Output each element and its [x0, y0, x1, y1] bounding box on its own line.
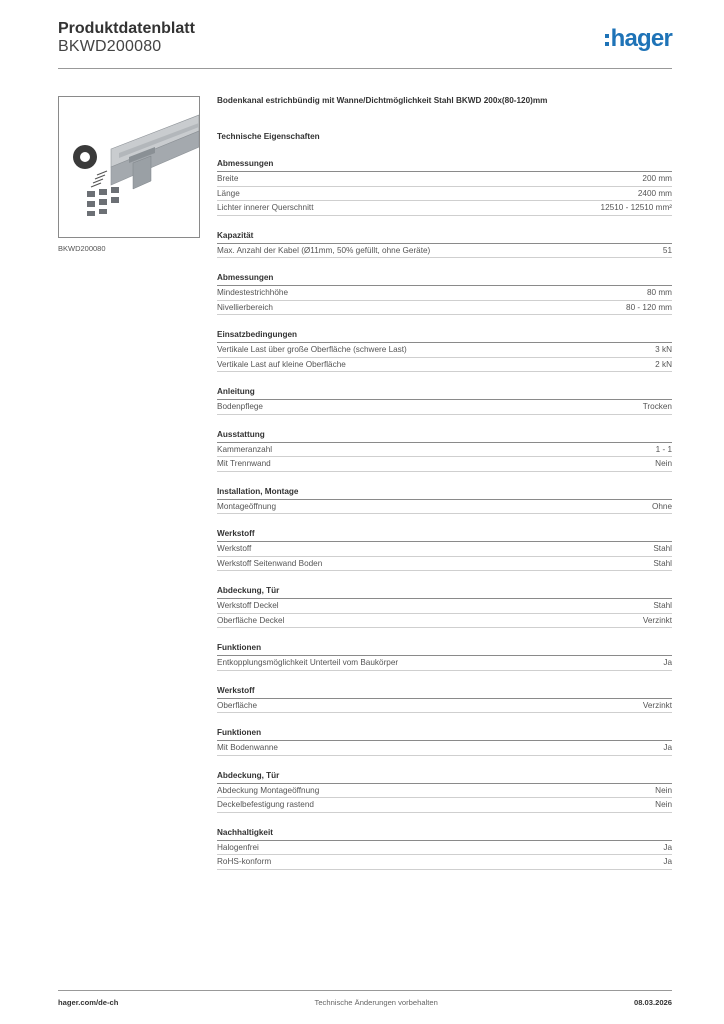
property-section: [217, 486, 672, 515]
property-section: [217, 158, 672, 216]
property-label: RoHS-konform: [217, 857, 272, 867]
section-title: Installation, Montage: [217, 486, 672, 500]
section-title: Abmessungen: [217, 158, 672, 172]
property-label: Mit Bodenwanne: [217, 743, 278, 753]
property-label: Entkopplungsmöglichkeit Unterteil vom Baukörper: [217, 658, 399, 668]
product-code: BKWD200080: [58, 38, 162, 55]
property-label: Mit Trennwand: [217, 459, 271, 469]
section-title: Werkstoff: [217, 685, 672, 699]
property-value: 2 kN: [655, 359, 672, 369]
technical-properties-title: Technische Eigenschaften: [217, 132, 320, 141]
property-value: Verzinkt: [642, 700, 672, 710]
logo-text: hager: [610, 25, 672, 52]
property-label: Abdeckung Montageöffnung: [217, 785, 320, 795]
property-value: Ja: [663, 842, 672, 852]
property-row: [217, 172, 672, 187]
property-row: [217, 841, 672, 856]
property-label: Deckelbefestigung rastend: [217, 800, 314, 810]
property-section: [217, 386, 672, 415]
section-title: Anleitung: [217, 386, 672, 400]
hager-logo: [605, 25, 672, 54]
footer-disclaimer: Technische Änderungen vorbehalten: [314, 998, 438, 1007]
property-value: Nein: [655, 800, 672, 810]
property-row: [217, 358, 672, 373]
property-section: [217, 585, 672, 628]
property-label: Lichter innerer Querschnitt: [217, 203, 314, 213]
property-section: [217, 329, 672, 372]
property-label: Halogenfrei: [217, 842, 259, 852]
header-divider: [58, 68, 672, 69]
property-row: [217, 343, 672, 358]
section-title: Abmessungen: [217, 272, 672, 286]
property-label: Vertikale Last auf kleine Oberfläche: [217, 359, 346, 369]
image-caption: BKWD200080: [58, 244, 106, 253]
property-label: Max. Anzahl der Kabel (Ø11mm, 50% gefüllt, ohne Geräte): [217, 245, 431, 255]
property-row: [217, 599, 672, 614]
property-row: [217, 741, 672, 756]
product-details: [217, 96, 672, 884]
property-row: [217, 400, 672, 415]
property-value: 3 kN: [655, 345, 672, 355]
property-row: [217, 784, 672, 799]
property-row: [217, 457, 672, 472]
property-value: 80 mm: [646, 288, 672, 298]
property-row: [217, 542, 672, 557]
property-row: [217, 557, 672, 572]
property-value: Verzinkt: [642, 615, 672, 625]
property-section: [217, 642, 672, 671]
property-label: Länge: [217, 188, 240, 198]
section-title: Abdeckung, Tür: [217, 585, 672, 599]
property-value: Ja: [663, 658, 672, 668]
property-row: [217, 244, 672, 259]
footer-date: 08.03.2026: [633, 998, 672, 1007]
section-title: Abdeckung, Tür: [217, 770, 672, 784]
property-label: Mindestestrichhöhe: [217, 288, 288, 298]
property-label: Nivellierbereich: [217, 302, 273, 312]
property-section: [217, 827, 672, 870]
page-footer: [58, 990, 672, 1007]
property-label: Montageöffnung: [217, 501, 277, 511]
property-section: [217, 528, 672, 571]
property-value: Nein: [655, 459, 672, 469]
property-label: Werkstoff Deckel: [217, 601, 279, 611]
property-row: [217, 201, 672, 216]
property-row: [217, 187, 672, 202]
property-value: 51: [662, 245, 672, 255]
property-label: Oberfläche Deckel: [217, 615, 285, 625]
properties-list: [217, 158, 672, 870]
property-label: Bodenpflege: [217, 402, 263, 412]
page-header: [58, 20, 672, 68]
property-value: 80 - 120 mm: [626, 302, 672, 312]
property-label: Werkstoff Seitenwand Boden: [217, 558, 323, 568]
property-row: [217, 656, 672, 671]
property-value: Trocken: [642, 402, 672, 412]
property-row: [217, 614, 672, 629]
property-value: Stahl: [653, 544, 672, 554]
section-title: Nachhaltigkeit: [217, 827, 672, 841]
property-value: 200 mm: [642, 174, 672, 184]
footer-website: hager.com/de-ch: [58, 998, 119, 1007]
property-label: Kammeranzahl: [217, 444, 273, 454]
property-value: Ohne: [651, 501, 672, 511]
property-value: 1 - 1: [655, 444, 672, 454]
section-title: Funktionen: [217, 727, 672, 741]
product-name: Bodenkanal estrichbündig mit Wanne/Dichtmöglichkeit Stahl BKWD 200x(80-120)mm: [217, 96, 548, 105]
property-value: 2400 mm: [637, 188, 672, 198]
logo-colon-icon: [605, 34, 609, 46]
property-value: Stahl: [653, 601, 672, 611]
section-title: Funktionen: [217, 642, 672, 656]
property-section: [217, 272, 672, 315]
property-section: [217, 727, 672, 756]
property-section: [217, 770, 672, 813]
document-title: Produktdatenblatt: [58, 20, 195, 37]
section-title: Werkstoff: [217, 528, 672, 542]
property-row: [217, 443, 672, 458]
property-label: Breite: [217, 174, 239, 184]
property-value: Stahl: [653, 558, 672, 568]
property-value: Nein: [655, 785, 672, 795]
property-value: 12510 - 12510 mm²: [600, 203, 672, 213]
property-row: [217, 286, 672, 301]
product-image: [58, 96, 200, 238]
property-label: Oberfläche: [217, 700, 258, 710]
property-section: [217, 685, 672, 714]
property-row: [217, 798, 672, 813]
property-row: [217, 699, 672, 714]
section-title: Ausstattung: [217, 429, 672, 443]
property-value: Ja: [663, 743, 672, 753]
property-section: [217, 429, 672, 472]
property-row: [217, 500, 672, 515]
property-label: Werkstoff: [217, 544, 252, 554]
property-row: [217, 301, 672, 316]
property-section: [217, 230, 672, 259]
property-value: Ja: [663, 857, 672, 867]
footer-divider: [58, 990, 672, 991]
property-label: Vertikale Last über große Oberfläche (schwere Last): [217, 345, 407, 355]
section-title: Kapazität: [217, 230, 672, 244]
property-row: [217, 855, 672, 870]
section-title: Einsatzbedingungen: [217, 329, 672, 343]
